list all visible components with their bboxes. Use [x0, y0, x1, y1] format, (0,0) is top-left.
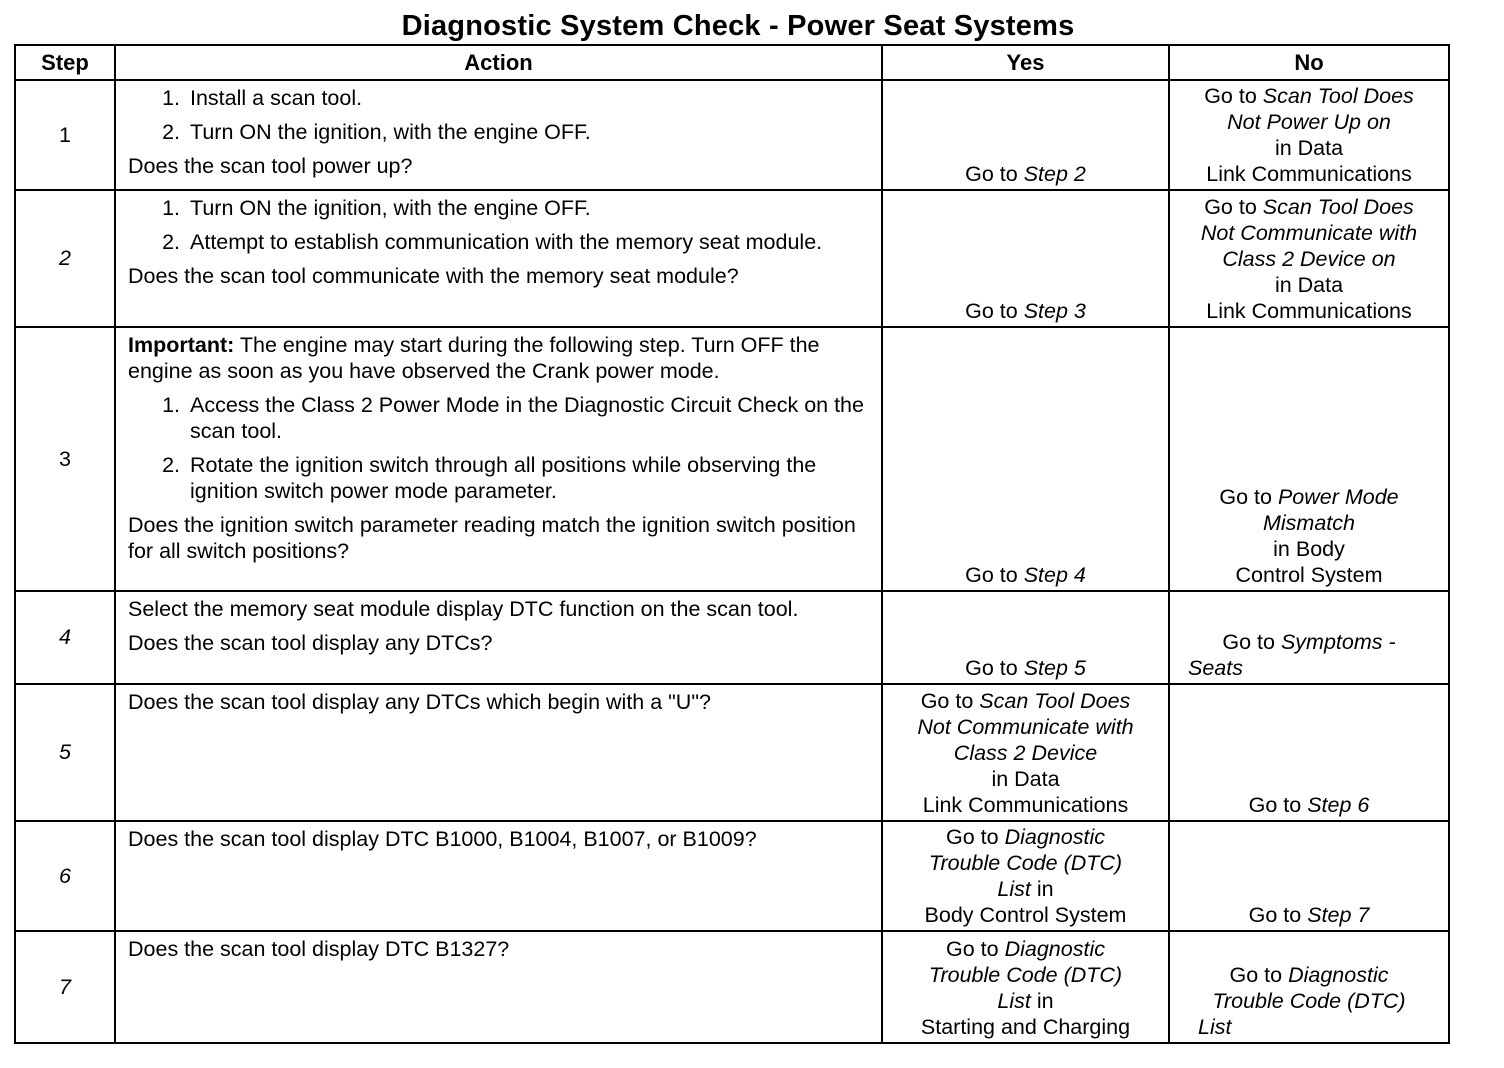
action-cell — [115, 80, 882, 190]
important-note — [128, 332, 873, 384]
step-number: 7 — [15, 931, 115, 1043]
no-link[interactable]: Seats — [1188, 656, 1243, 680]
yes-cell — [882, 80, 1169, 190]
step-number: 6 — [15, 821, 115, 931]
no-prefix: Go to — [1229, 963, 1283, 987]
yes-prefix: Go to — [965, 656, 1018, 680]
no-link[interactable]: Scan Tool Does — [1262, 195, 1414, 219]
action-question: Does the scan tool communicate with the memory seat module? — [128, 264, 739, 288]
yes-link[interactable]: Trouble Code (DTC) — [928, 851, 1123, 875]
no-prefix: Go to — [1204, 195, 1257, 219]
yes-link[interactable]: Diagnostic — [1004, 937, 1105, 961]
no-text: in Data — [1274, 273, 1344, 297]
header-step: Step — [15, 45, 115, 80]
yes-link[interactable]: Trouble Code (DTC) — [928, 963, 1123, 987]
yes-link[interactable]: Not Communicate with — [917, 715, 1134, 739]
page-title: Diagnostic System Check - Power Seat Systems — [401, 10, 1075, 42]
action-step: 1. Turn ON the ignition, with the engine OFF. — [186, 195, 873, 221]
no-link[interactable]: Trouble Code (DTC) — [1212, 989, 1406, 1013]
no-link[interactable]: Mismatch — [1263, 511, 1355, 535]
action-step: 1. Install a scan tool. — [186, 85, 873, 111]
table-header-row — [15, 45, 1449, 80]
yes-prefix: Go to — [965, 162, 1018, 186]
no-cell — [1169, 80, 1449, 190]
table-row — [15, 821, 1449, 931]
table-row — [15, 591, 1449, 684]
no-text: in Body — [1273, 537, 1345, 561]
no-prefix: Go to — [1248, 793, 1302, 817]
no-prefix: Go to — [1219, 485, 1272, 509]
action-step: 1. Access the Class 2 Power Mode in the Diagnostic Circuit Check on the scan tool. — [186, 392, 873, 444]
table-row — [15, 327, 1449, 591]
header-action: Action — [115, 45, 882, 80]
table-row — [15, 931, 1449, 1043]
table-row — [15, 684, 1449, 821]
yes-link[interactable]: Step 3 — [1023, 299, 1086, 323]
action-steps — [128, 85, 873, 145]
action-step: 2. Turn ON the ignition, with the engine OFF. — [186, 119, 873, 145]
action-question: Does the scan tool power up? — [128, 154, 413, 178]
action-text: Select the memory seat module display DTC function on the scan tool. — [128, 597, 799, 621]
no-cell — [1169, 327, 1449, 591]
yes-cell — [882, 190, 1169, 327]
yes-prefix: Go to — [946, 825, 999, 849]
header-yes: Yes — [882, 45, 1169, 80]
no-cell — [1169, 684, 1449, 821]
action-question: Does the scan tool display any DTCs which begin with a "U"? — [128, 690, 711, 714]
action-question: Does the ignition switch parameter reading match the ignition switch position for all switch positions? — [128, 513, 856, 563]
action-step: 2. Rotate the ignition switch through all positions while observing the ignition switch power mode parameter. — [186, 452, 873, 504]
no-cell — [1169, 591, 1449, 684]
no-link[interactable]: Power Mode — [1277, 485, 1399, 509]
yes-text: in — [1036, 989, 1054, 1013]
action-question: Does the scan tool display any DTCs? — [128, 631, 493, 655]
table-row — [15, 190, 1449, 327]
no-text: Link Communications — [1206, 299, 1412, 323]
action-step: 2. Attempt to establish communication with the memory seat module. — [186, 229, 873, 255]
action-cell — [115, 591, 882, 684]
action-cell — [115, 190, 882, 327]
table-row — [15, 80, 1449, 190]
no-link[interactable]: Class 2 Device on — [1222, 247, 1396, 271]
no-cell — [1169, 190, 1449, 327]
no-link[interactable]: Not Communicate with — [1200, 221, 1418, 245]
action-cell — [115, 821, 882, 931]
yes-link[interactable]: Step 2 — [1023, 162, 1086, 186]
no-cell — [1169, 931, 1449, 1043]
yes-cell — [882, 327, 1169, 591]
diagnostic-table — [14, 44, 1450, 1044]
step-number: 5 — [15, 684, 115, 821]
no-prefix: Go to — [1248, 903, 1302, 927]
yes-cell — [882, 821, 1169, 931]
yes-text: in — [1036, 877, 1054, 901]
no-link[interactable]: Step 6 — [1307, 793, 1370, 817]
important-label: Important: — [128, 333, 235, 357]
yes-text: in Data — [991, 767, 1060, 791]
no-link[interactable]: Diagnostic — [1288, 963, 1389, 987]
yes-link[interactable]: Step 5 — [1023, 656, 1086, 680]
header-no: No — [1169, 45, 1449, 80]
yes-link[interactable]: Class 2 Device — [953, 741, 1098, 765]
yes-cell — [882, 591, 1169, 684]
yes-link[interactable]: Scan Tool Does — [979, 689, 1131, 713]
no-link[interactable]: Not Power Up on — [1227, 110, 1391, 134]
yes-prefix: Go to — [965, 563, 1018, 587]
yes-text: Body Control System — [924, 903, 1127, 927]
yes-prefix: Go to — [965, 299, 1018, 323]
yes-link[interactable]: List — [997, 877, 1031, 901]
yes-prefix: Go to — [946, 937, 999, 961]
action-steps — [128, 195, 873, 255]
yes-link[interactable]: Diagnostic — [1004, 825, 1105, 849]
no-prefix: Go to — [1222, 630, 1275, 654]
important-text: The engine may start during the following step. Turn OFF the engine as soon as you have observed the Crank power mode. — [128, 333, 820, 383]
yes-prefix: Go to — [920, 689, 974, 713]
step-number: 3 — [15, 327, 115, 591]
no-prefix: Go to — [1204, 84, 1257, 108]
action-cell — [115, 684, 882, 821]
action-cell — [115, 327, 882, 591]
no-text: Link Communications — [1206, 162, 1412, 186]
step-number: 2 — [15, 190, 115, 327]
step-number: 4 — [15, 591, 115, 684]
no-link[interactable]: Symptoms - — [1280, 630, 1396, 654]
yes-cell — [882, 931, 1169, 1043]
no-text: Control System — [1235, 563, 1383, 587]
action-question: Does the scan tool display DTC B1327? — [128, 937, 510, 961]
no-link[interactable]: Step 7 — [1307, 903, 1370, 927]
action-question: Does the scan tool display DTC B1000, B1004, B1007, or B1009? — [128, 827, 757, 851]
yes-link[interactable]: List — [997, 989, 1031, 1013]
action-steps — [128, 392, 873, 504]
yes-text: Link Communications — [922, 793, 1129, 817]
step-number: 1 — [15, 80, 115, 190]
action-cell — [115, 931, 882, 1043]
no-link[interactable]: Scan Tool Does — [1262, 84, 1414, 108]
no-text: in Data — [1274, 136, 1344, 160]
no-cell — [1169, 821, 1449, 931]
yes-cell — [882, 684, 1169, 821]
yes-text: Starting and Charging — [920, 1015, 1131, 1039]
no-link[interactable]: List — [1198, 1015, 1232, 1039]
yes-link[interactable]: Step 4 — [1023, 563, 1086, 587]
